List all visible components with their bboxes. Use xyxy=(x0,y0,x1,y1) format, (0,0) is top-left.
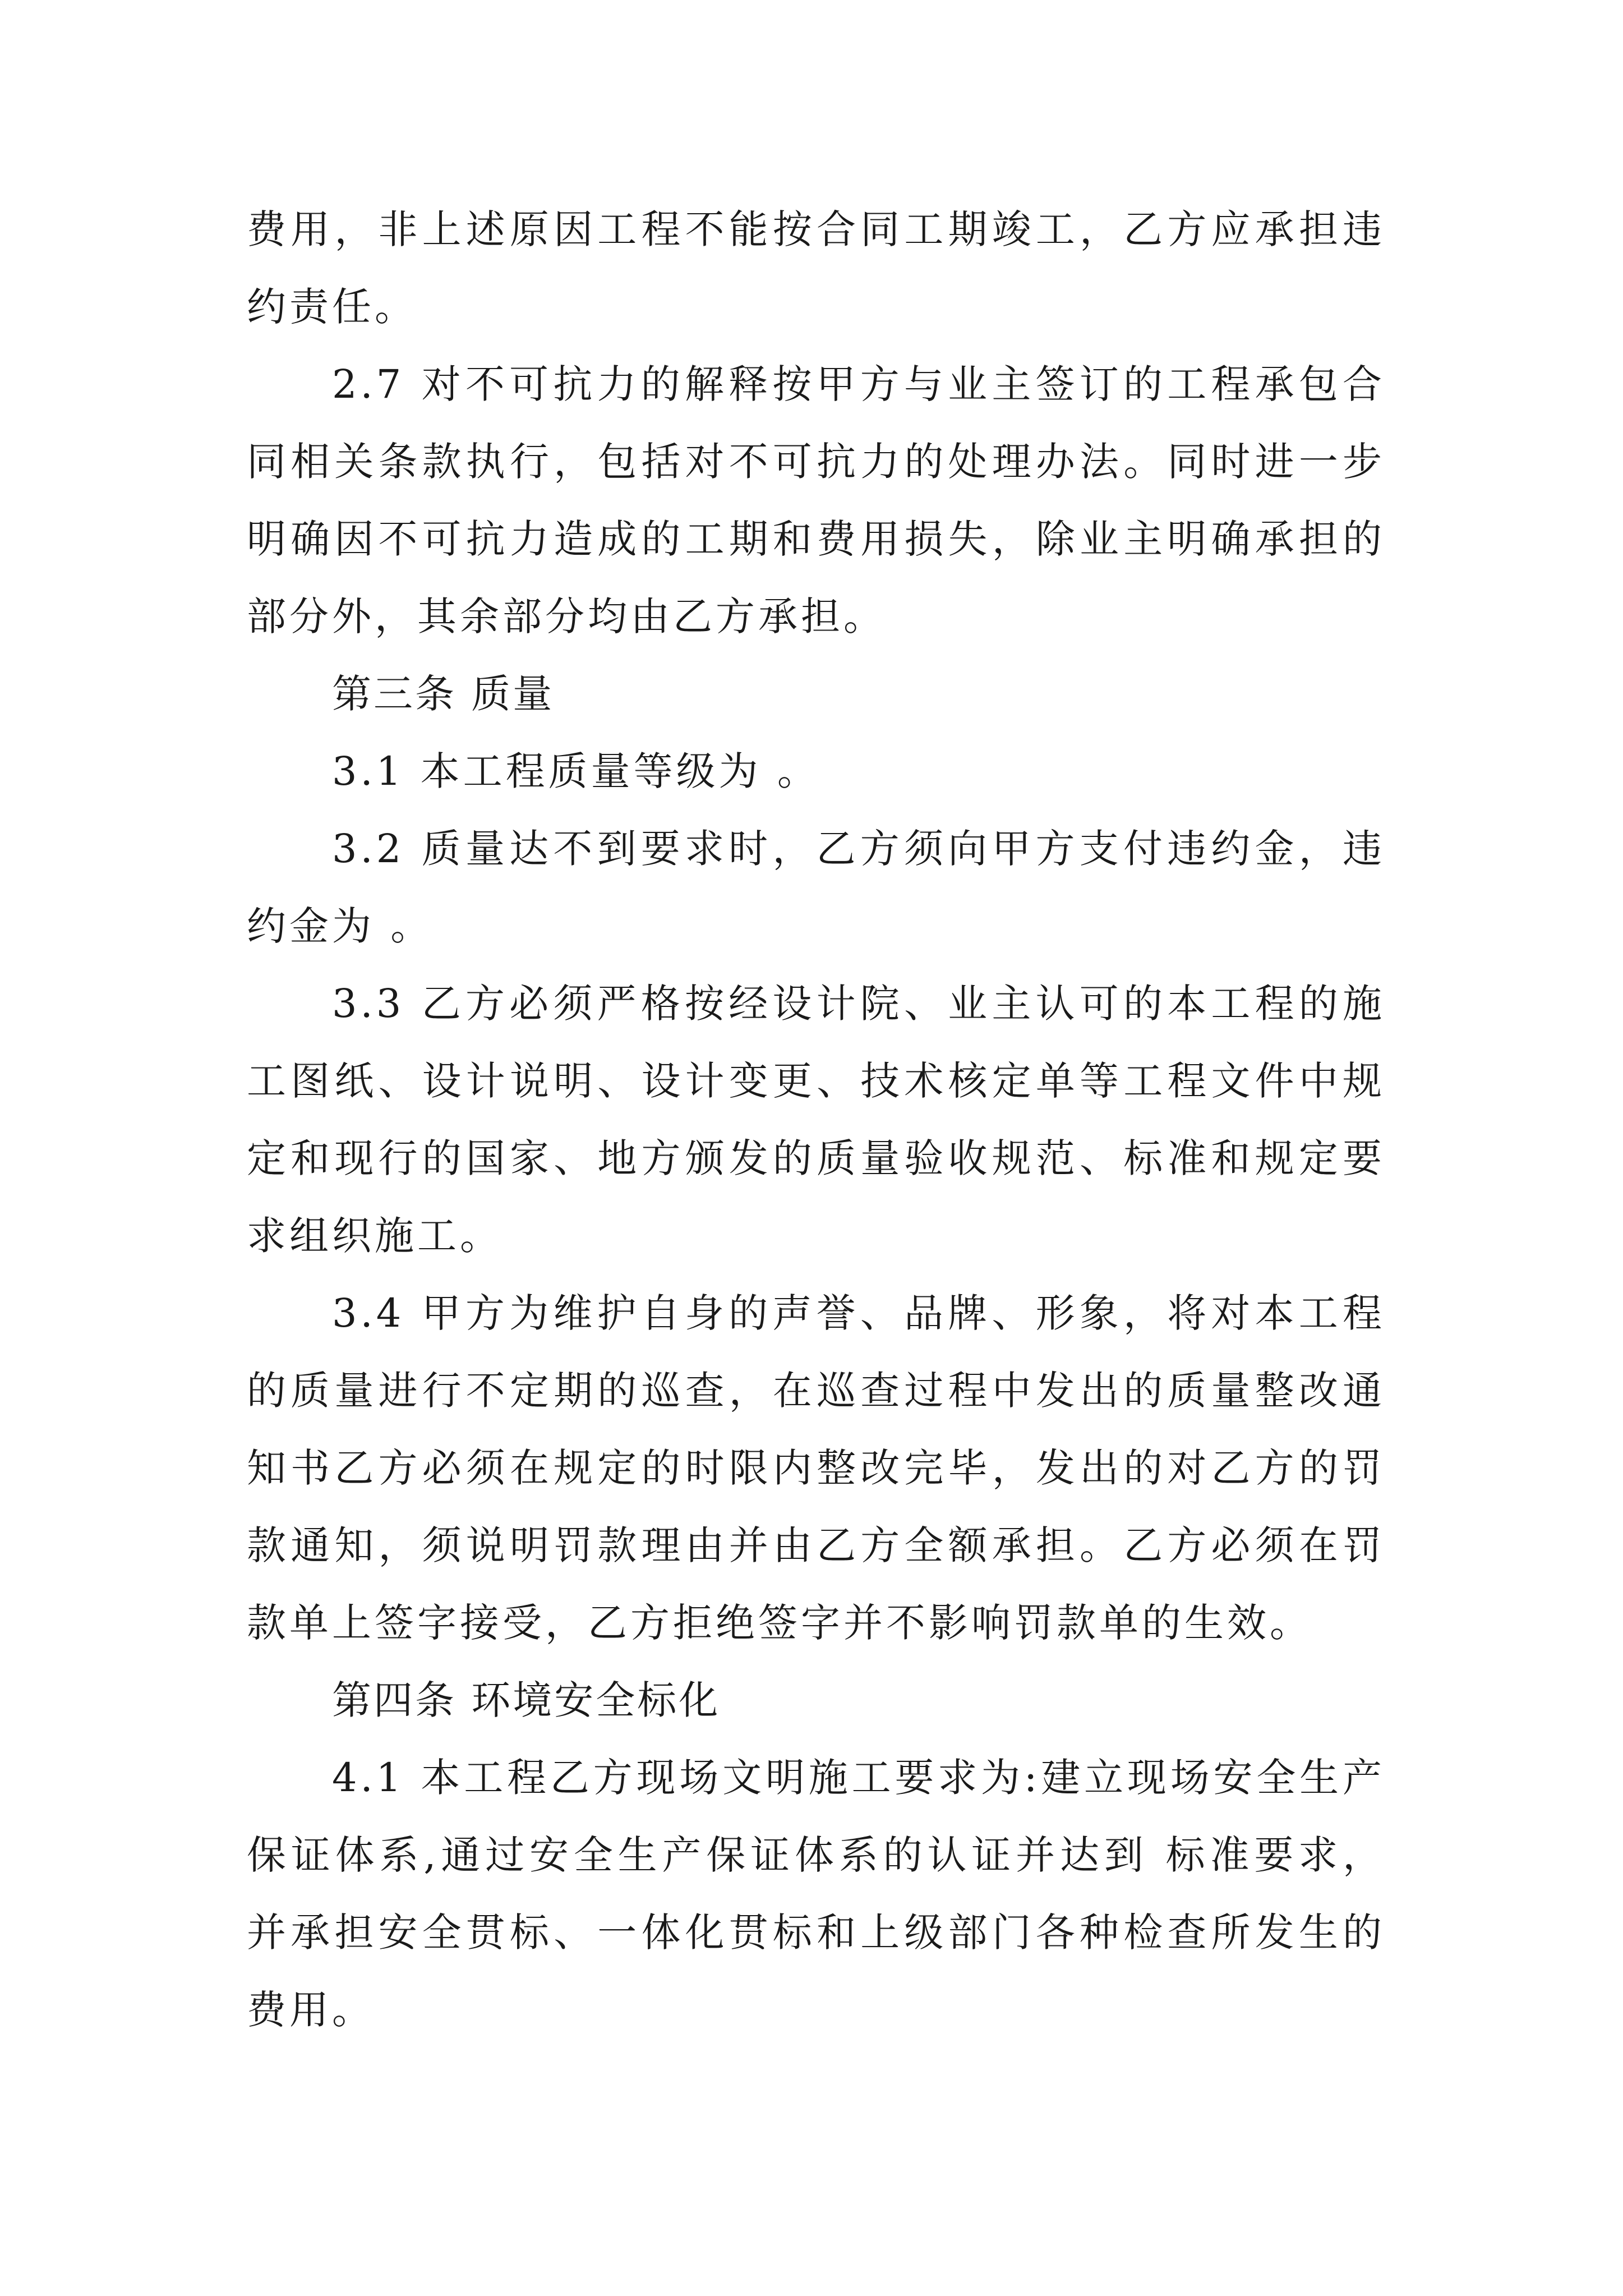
paragraph-4-1: 4.1 本工程乙方现场文明施工要求为:建立现场安全生产保证体系,通过安全生产保证体系的认证并达到 标准要求，并承担安全贯标、一体化贯标和上级部门各种检查所发生的费用。 xyxy=(247,1755,1385,2033)
paragraph-3-2: 3.2 质量达不到要求时，乙方须向甲方支付违约金，违约金为 。 xyxy=(247,826,1385,949)
document-body xyxy=(247,191,1385,2049)
paragraph-3-4: 3.4 甲方为维护自身的声誉、品牌、形象，将对本工程的质量进行不定期的巡查，在巡查过程中发出的质量整改通知书乙方必须在规定的时限内整改完毕，发出的对乙方的罚款通知，须说明罚款理由并由乙方全额承担。乙方必须在罚款单上签字接受，乙方拒绝签字并不影响罚款单的生效。 xyxy=(247,1290,1385,1646)
paragraph-continuation: 费用，非上述原因工程不能按合同工期竣工，乙方应承担违约责任。 xyxy=(247,206,1385,330)
heading-article-4-environment-safety: 第四条 环境安全标化 xyxy=(332,1677,721,1723)
paragraph-3-3: 3.3 乙方必须严格按经设计院、业主认可的本工程的施工图纸、设计说明、设计变更、技术核定单等工程文件中规定和现行的国家、地方颁发的质量验收规范、标准和规定要求组织施工。 xyxy=(247,981,1385,1259)
paragraph-2-7: 2.7 对不可抗力的解释按甲方与业主签订的工程承包合同相关条款执行，包括对不可抗力的处理办法。同时进一步明确因不可抗力造成的工期和费用损失，除业主明确承担的部分外，其余部分均由乙方承担。 xyxy=(247,361,1385,639)
heading-article-3-quality: 第三条 质量 xyxy=(332,671,555,717)
paragraph-3-1: 3.1 本工程质量等级为 。 xyxy=(332,748,820,794)
